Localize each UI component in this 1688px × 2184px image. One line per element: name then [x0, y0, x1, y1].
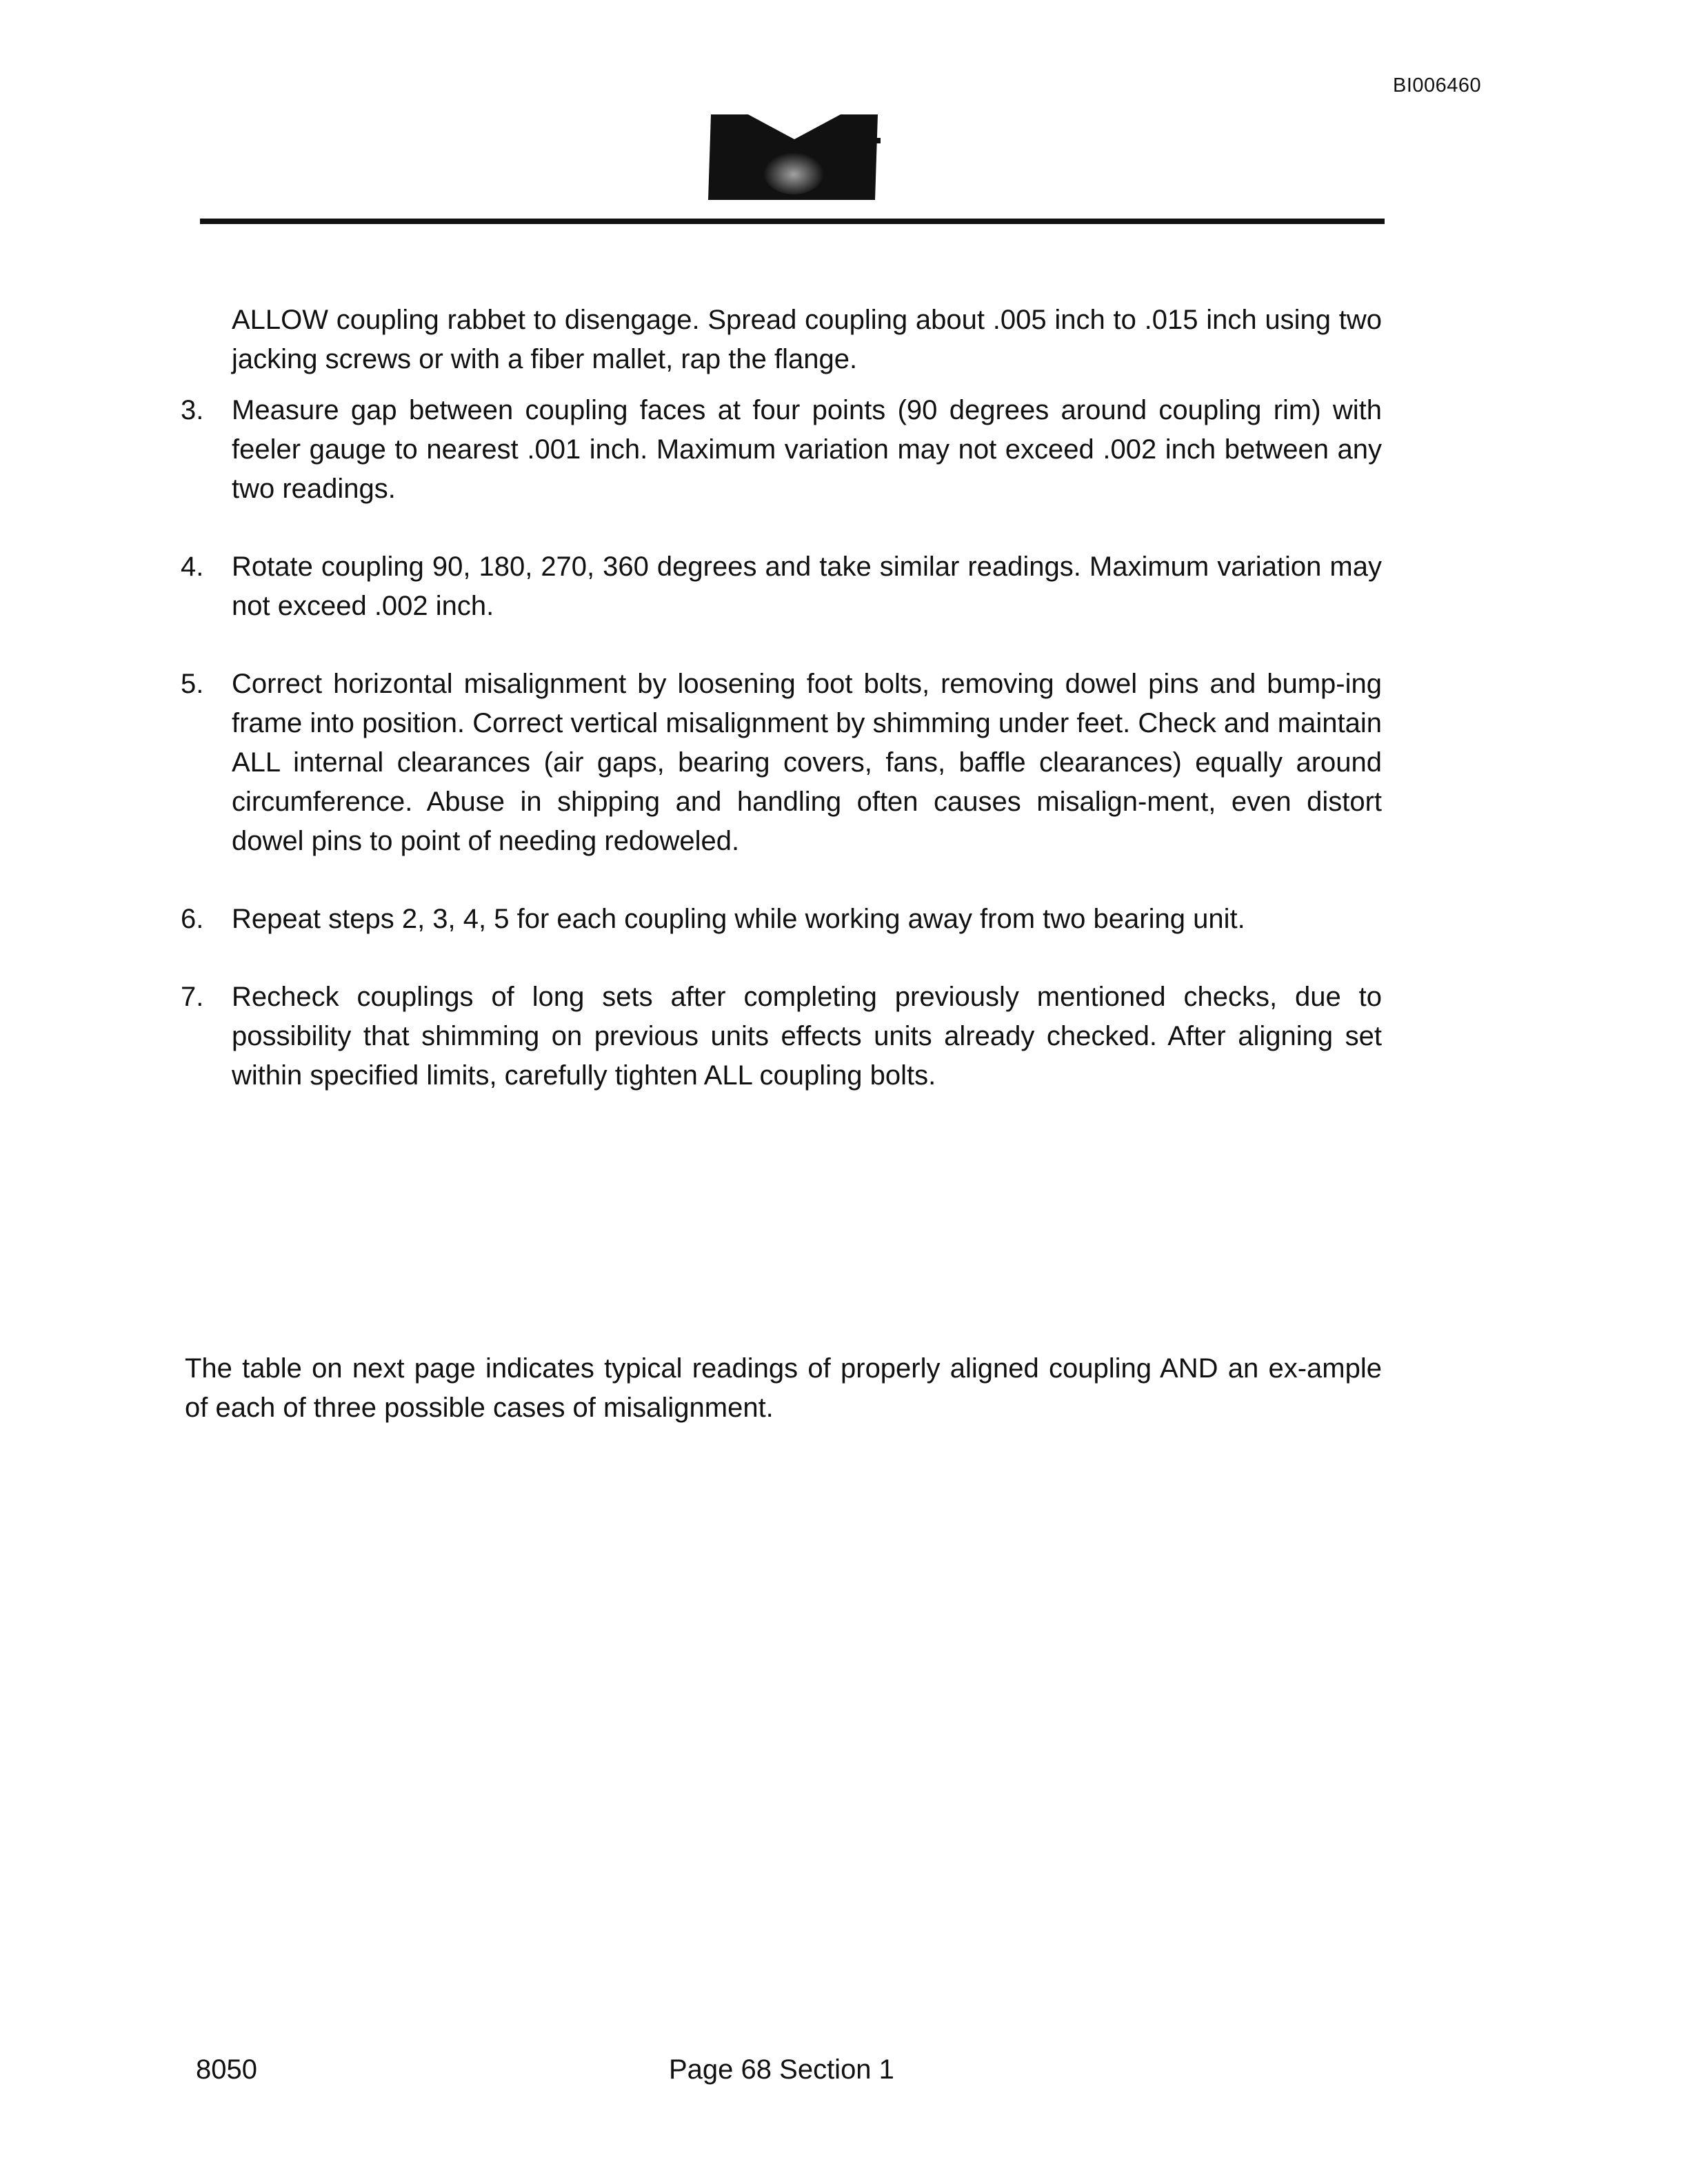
- steps-list: [181, 391, 1382, 1134]
- footer-page-number: Page 68 Section 1: [669, 2054, 894, 2085]
- list-item: [181, 978, 1382, 1095]
- step-text: Measure gap between coupling faces at four points (90 degrees around coupling rim) with feeler gauge to nearest .001 inch. Maximum variation may not exceed .002 inch between any two readings.: [232, 395, 1382, 504]
- step-number: 4.: [181, 552, 204, 582]
- list-item: [181, 391, 1382, 509]
- closing-paragraph: The table on next page indicates typical readings of properly aligned coupling AND an ex-ample of each of three possible cases of misalignment.: [185, 1353, 1382, 1423]
- step-number: 5.: [181, 669, 204, 699]
- step-number: 7.: [181, 982, 204, 1012]
- header-rule: [200, 219, 1385, 224]
- step-text: Correct horizontal misalignment by loosening foot bolts, removing dowel pins and bump-ing frame into position. Correct vertical misalignment by shimming under feet. Check and maintain ALL internal clearances (air gaps, bearing covers, fans, baffle clearances) equally around circumference. Abuse in shipping and handling often causes misalign-ment, even distort dowel pins to point of needing redoweled.: [232, 669, 1382, 856]
- step-number: 3.: [181, 395, 204, 425]
- intro-paragraph: ALLOW coupling rabbet to disengage. Spread coupling about .005 inch to .015 inch using two jacking screws or with a fiber mallet, rap the flange.: [232, 305, 1382, 374]
- step-text: Rotate coupling 90, 180, 270, 360 degrees and take similar readings. Maximum variation may not exceed .002 inch.: [232, 552, 1382, 621]
- list-item: [181, 900, 1382, 939]
- step-number: 6.: [181, 904, 204, 934]
- step-text: Repeat steps 2, 3, 4, 5 for each coupling while working away from two bearing unit.: [232, 904, 1245, 934]
- step-text: Recheck couplings of long sets after completing previously mentioned checks, due to possibility that shimming on previous units effects units already checked. After aligning set within specified limits, carefully tighten ALL coupling bolts.: [232, 982, 1382, 1091]
- company-logo-icon: [708, 114, 881, 200]
- list-item: [181, 665, 1382, 861]
- list-item: [181, 547, 1382, 626]
- footer-code: 8050: [196, 2054, 257, 2085]
- document-id: BI006460: [1393, 74, 1482, 97]
